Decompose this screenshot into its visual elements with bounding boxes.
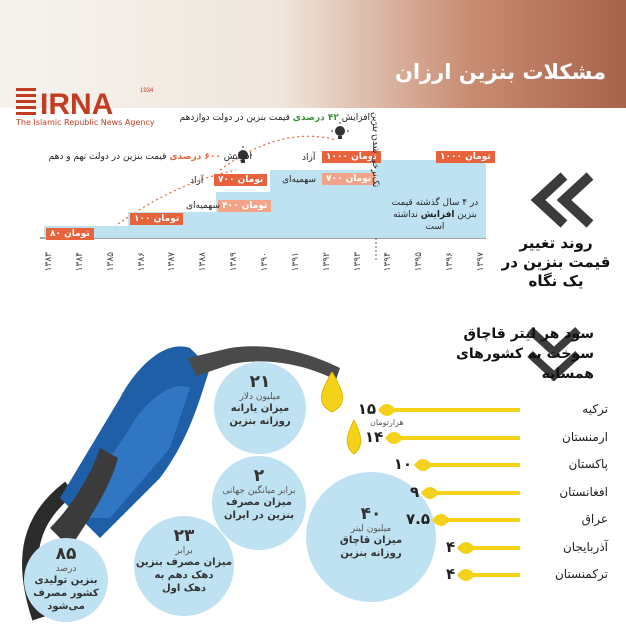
fuel-drop-icon xyxy=(312,372,352,414)
logo-year: 1934 xyxy=(140,88,154,94)
country-label: ترکمنستان xyxy=(554,567,608,581)
smuggling-bar xyxy=(386,408,520,412)
smuggling-value: ۴ xyxy=(446,565,456,583)
year-tick-label: ۱۳۸۶ xyxy=(136,252,147,272)
stat-desc: میزان یارانه xyxy=(230,403,290,414)
smuggling-bar xyxy=(440,518,520,522)
smuggling-unit: هزارتومان xyxy=(370,418,404,427)
quota-label-400: سهمیه‌ای xyxy=(186,201,220,211)
stat-unit: درصد xyxy=(55,564,77,574)
page-title: مشکلات بنزین ارزان xyxy=(394,60,606,84)
stat-value: ۲۱ xyxy=(249,372,271,392)
stat-value: ۸۵ xyxy=(55,544,77,564)
fuel-drop-icon xyxy=(378,402,396,418)
year-tick-label: ۱۳۹۳ xyxy=(352,252,363,272)
smuggling-bar xyxy=(422,463,520,467)
year-tick-label: ۱۳۸۵ xyxy=(105,252,116,272)
stat-value: ۲ xyxy=(253,466,265,486)
increase-42-note: افزایش ۴۲ درصدی قیمت بنزین در دولت دوازدهم xyxy=(179,113,370,123)
stat-desc: میزان مصرف xyxy=(226,497,292,508)
free-label-1000: آزاد xyxy=(302,153,316,163)
price-label-1000: ۱۰۰۰ تومان xyxy=(436,151,495,163)
stat-unit: میلیون دلار xyxy=(239,392,281,402)
chevron-left-icon xyxy=(528,170,598,230)
fuel-drop-icon xyxy=(385,430,403,446)
price-label-400: ۴۰۰ تومان xyxy=(218,200,271,212)
smuggling-value: ۴ xyxy=(446,537,456,556)
stat-desc: میزان مصرف بنزین xyxy=(135,557,233,568)
stat-unit: برابر میانگین جهانی xyxy=(222,486,296,496)
fuel-drop-icon xyxy=(457,567,475,583)
stat-desc: کشور مصرف xyxy=(33,588,99,599)
fuel-drop-icon xyxy=(342,420,366,456)
country-label: عراق xyxy=(581,512,608,526)
stat-desc: دهک دهم به xyxy=(154,570,214,581)
smuggling-value: ۱۰ xyxy=(393,455,412,473)
price-label-80: ۸۰ تومان xyxy=(46,228,94,240)
trend-title: روند تغییر قیمت بنزین در یک نگاه xyxy=(501,234,611,290)
stat-desc: روزانه بنزین xyxy=(340,548,402,559)
stat-value: ۲۳ xyxy=(173,526,195,546)
stat-desc: می‌شود xyxy=(47,601,85,612)
smuggling-value: ۱۵ xyxy=(357,400,376,418)
country-label: آذربایجان xyxy=(562,539,608,554)
quota-label-700: سهمیه‌ای xyxy=(282,175,316,185)
country-label: پاکستان xyxy=(568,457,608,471)
smuggling-bar xyxy=(429,491,520,495)
year-tick-label: ۱۳۹۰ xyxy=(260,252,270,272)
country-label: ارمنستان xyxy=(562,429,608,444)
year-tick-label: ۱۳۹۵ xyxy=(414,252,425,272)
stat-desc: دهک اول xyxy=(161,583,207,594)
bulb-icon xyxy=(331,122,349,139)
no-increase-note: در ۴ سال گذشته قیمت بنزین افزایش نداشته است xyxy=(391,198,479,232)
year-tick-label: ۱۳۸۳ xyxy=(44,252,54,272)
price-label-1000-free: ۱۰۰۰ تومان xyxy=(322,151,381,163)
fuel-drop-icon xyxy=(414,457,432,473)
year-tick-label: ۱۳۸۷ xyxy=(167,252,178,272)
stat-desc: میزان قاچاق xyxy=(339,535,403,546)
stat-unit: میلیون لیتر xyxy=(350,524,392,534)
stat-subsidy xyxy=(214,362,306,454)
smuggling-value: ۹ xyxy=(410,482,420,501)
smuggling-value: ۱۴ xyxy=(364,427,384,446)
fuel-drop-icon xyxy=(421,485,439,501)
stat-desc: بنزین تولیدی xyxy=(34,575,98,586)
stat-unit: برابر xyxy=(175,546,193,556)
stat-decile xyxy=(134,516,234,616)
year-tick-label: ۱۳۹۴ xyxy=(383,252,394,272)
stat-desc: روزانه بنزین xyxy=(229,416,291,427)
year-tick-label: ۱۳۸۹ xyxy=(229,252,240,272)
smuggling-bar xyxy=(393,436,520,440)
smuggling-value: ۷.۵ xyxy=(405,510,430,528)
logo-text: IRNA xyxy=(40,88,114,121)
year-tick-label: ۱۳۹۱ xyxy=(290,252,301,272)
stat-desc: بنزین در ایران xyxy=(223,510,295,521)
smuggling-title: سود هر لیتر قاچاق سوخت به کشورهای همسایه xyxy=(456,326,594,382)
year-tick-label: ۱۳۸۴ xyxy=(74,252,85,272)
free-label-700: آزاد xyxy=(190,176,204,186)
country-label: ترکیه xyxy=(582,402,608,416)
smart-card-note: تک‌نرخی شدن بنزین xyxy=(370,112,380,188)
price-label-700: ۷۰۰ تومان xyxy=(214,174,267,186)
price-label-100: ۱۰۰ تومان xyxy=(130,213,183,225)
country-label: افغانستان xyxy=(559,484,608,499)
fuel-drop-icon xyxy=(432,512,450,528)
logo-subtitle: The Islamic Republic News Agency xyxy=(16,118,155,127)
year-tick-label: ۱۳۸۸ xyxy=(198,252,209,272)
fuel-drop-icon xyxy=(457,540,475,556)
increase-600-note: افزایش ۶۰۰ درصدی قیمت بنزین در دولت نهم و دهم xyxy=(48,152,252,162)
stat-value: ۴۰ xyxy=(360,504,382,524)
year-tick-label: ۱۳۹۶ xyxy=(445,252,456,272)
year-tick-label: ۱۳۹۲ xyxy=(321,252,332,272)
stat-production xyxy=(24,538,108,622)
year-tick-label: ۱۳۹۷ xyxy=(476,252,486,272)
price-label-700-quota: ۷۰۰ تومان xyxy=(322,173,375,185)
